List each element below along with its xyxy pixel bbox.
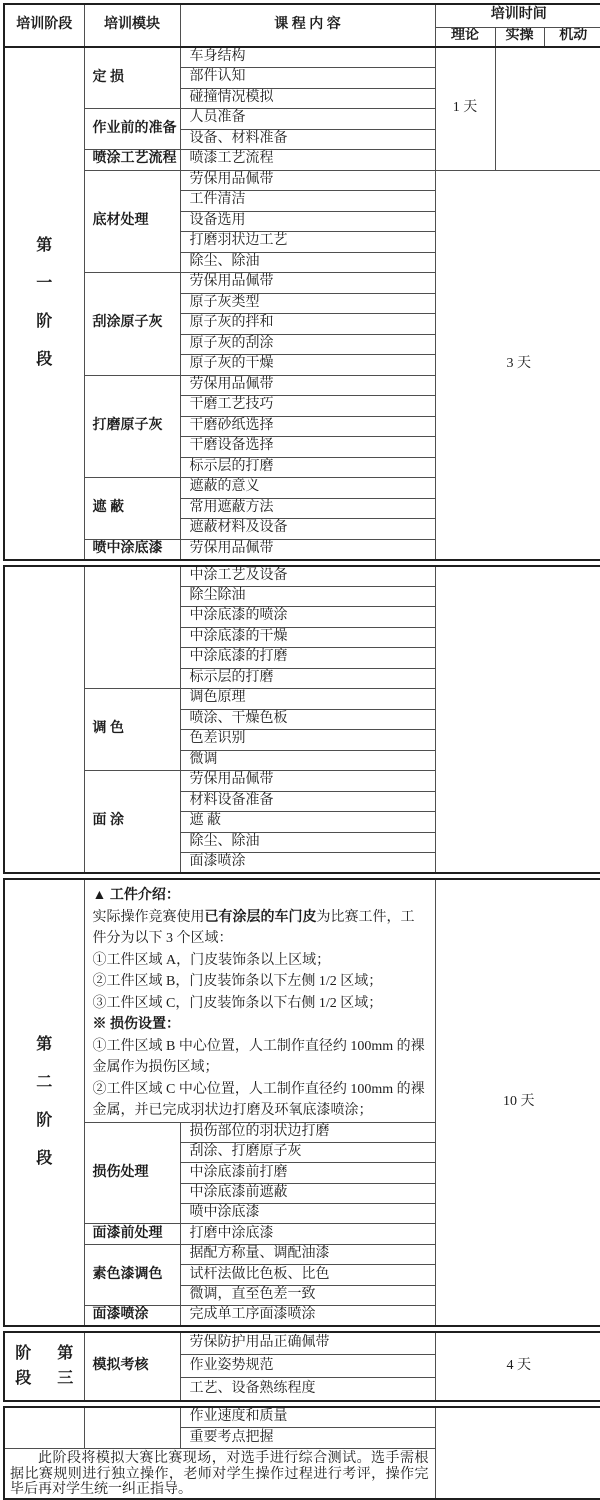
summary-note-cell: 此阶段将模拟大赛比赛现场，对选手进行综合测试。选手需根据比赛规则进行独立操作，老师对学生操作过程进行考评，操作完毕后再对学生统一纠正指导。 xyxy=(4,1449,435,1499)
course-cell: 刮涂、打磨原子灰 xyxy=(180,1142,435,1162)
course-cell: 作业速度和质量 xyxy=(180,1407,435,1428)
course-cell: 除尘、除油 xyxy=(180,252,435,273)
stage-cell xyxy=(4,47,84,560)
intro-text-segment: ①工件区域 A，门皮装饰条以上区域； xyxy=(92,952,331,968)
stage-label-char: 段 xyxy=(15,1369,32,1387)
intro-text-segment: ②工件区域 C 中心位置，人工制作直径约 100mm 的裸金属，并已完成羽状边打磨及环氧底漆喷涂； xyxy=(92,1081,425,1118)
workpiece-intro-block xyxy=(84,879,435,1122)
course-cell: 车身结构 xyxy=(180,47,435,68)
course-cell: 遮蔽的意义 xyxy=(180,478,435,499)
intro-text-segment: ▲ 工件介绍： xyxy=(92,888,180,903)
module-cell xyxy=(84,566,180,689)
time-cell xyxy=(495,47,600,170)
time-cell: 10 天 xyxy=(435,879,600,1326)
stage-label-char: 段 xyxy=(36,1150,53,1168)
course-cell: 劳保用品佩带 xyxy=(180,771,435,792)
stage-label-char: 段 xyxy=(36,351,53,369)
module-cell: 面 涂 xyxy=(84,771,180,874)
module-cell: 调 色 xyxy=(84,689,180,771)
module-cell: 面漆前处理 xyxy=(84,1224,180,1244)
module-cell: 模拟考核 xyxy=(84,1332,180,1401)
course-cell: 材料设备准备 xyxy=(180,791,435,812)
module-cell: 刮涂原子灰 xyxy=(84,273,180,376)
course-cell: 作业姿势规范 xyxy=(180,1355,435,1378)
intro-line xyxy=(93,950,427,972)
intro-line xyxy=(93,1079,427,1122)
column-header-time: 培训时间 xyxy=(435,4,600,27)
intro-text-segment: ※ 损伤设置： xyxy=(92,1017,180,1032)
course-cell: 喷中涂底漆 xyxy=(180,1204,435,1224)
course-cell: 遮蔽材料及设备 xyxy=(180,519,435,540)
time-cell: 4 天 xyxy=(435,1332,600,1401)
course-cell: 除尘、除油 xyxy=(180,832,435,853)
course-cell: 干磨设备选择 xyxy=(180,437,435,458)
stage-label-char: 三 xyxy=(57,1369,74,1387)
stage-label-char: 阶 xyxy=(36,1112,53,1130)
course-cell: 中涂底漆的打磨 xyxy=(180,648,435,669)
module-cell: 面漆喷涂 xyxy=(84,1306,180,1326)
module-cell: 喷涂工艺流程 xyxy=(84,150,180,171)
stage-label xyxy=(5,1346,84,1387)
stage-label-char: 阶 xyxy=(36,313,53,331)
module-cell xyxy=(84,1407,180,1449)
course-cell: 部件认知 xyxy=(180,68,435,89)
module-cell: 定 损 xyxy=(84,47,180,109)
course-cell: 人员准备 xyxy=(180,109,435,130)
course-cell: 标示层的打磨 xyxy=(180,668,435,689)
course-cell: 调色原理 xyxy=(180,689,435,710)
intro-text-segment: 实际操作竞赛使用 xyxy=(92,909,205,925)
column-header-time-sub-1: 实操 xyxy=(495,27,544,47)
time-cell xyxy=(435,1407,600,1499)
course-cell: 损伤部位的羽状边打磨 xyxy=(180,1122,435,1142)
course-cell: 原子灰的干燥 xyxy=(180,355,435,376)
time-cell: 3 天 xyxy=(435,170,600,560)
course-cell: 重要考点把握 xyxy=(180,1428,435,1449)
course-cell: 原子灰的刮涂 xyxy=(180,334,435,355)
module-cell: 损伤处理 xyxy=(84,1122,180,1224)
stage-label-char: 第 xyxy=(36,1036,53,1054)
course-cell: 打磨中涂底漆 xyxy=(180,1224,435,1244)
column-header-stage: 培训阶段 xyxy=(4,4,84,47)
column-header-content: 课 程 内 容 xyxy=(180,4,435,47)
course-cell: 碰撞情况模拟 xyxy=(180,88,435,109)
module-cell: 底材处理 xyxy=(84,170,180,273)
intro-line xyxy=(93,885,427,907)
course-cell: 工艺、设备熟练程度 xyxy=(180,1378,435,1401)
stage-label-char: 二 xyxy=(36,1074,53,1092)
course-cell: 中涂底漆前打磨 xyxy=(180,1163,435,1183)
training-table-part-4 xyxy=(3,1331,600,1402)
course-cell: 喷涂、干燥色板 xyxy=(180,709,435,730)
stage-label xyxy=(5,238,84,368)
intro-text-segment: ①工件区域 B 中心位置，人工制作直径约 100mm 的裸金属作为损伤区域； xyxy=(92,1038,425,1075)
course-cell: 干磨工艺技巧 xyxy=(180,396,435,417)
course-cell: 工件清洁 xyxy=(180,191,435,212)
time-cell xyxy=(435,566,600,874)
stage-cell xyxy=(4,1407,84,1449)
course-cell: 设备选用 xyxy=(180,211,435,232)
intro-line xyxy=(93,1014,427,1036)
stage-label-char: 第 xyxy=(36,237,53,255)
course-cell: 中涂底漆的喷涂 xyxy=(180,607,435,628)
intro-line xyxy=(93,993,427,1015)
module-cell: 遮 蔽 xyxy=(84,478,180,540)
course-cell: 除尘除油 xyxy=(180,586,435,607)
course-cell: 据配方称量、调配油漆 xyxy=(180,1244,435,1264)
course-cell: 喷漆工艺流程 xyxy=(180,150,435,171)
course-cell: 劳保用品佩带 xyxy=(180,170,435,191)
intro-line xyxy=(93,1036,427,1079)
course-cell: 设备、材料准备 xyxy=(180,129,435,150)
column-header-module: 培训模块 xyxy=(84,4,180,47)
course-cell: 遮 蔽 xyxy=(180,812,435,833)
intro-text-segment: 已有涂层的车门皮 xyxy=(204,909,317,925)
course-cell: 常用遮蔽方法 xyxy=(180,498,435,519)
stage-cell xyxy=(4,1332,84,1401)
stage-label-char: 第 xyxy=(57,1344,74,1362)
column-header-time-sub-0: 理论 xyxy=(435,27,495,47)
course-cell: 中涂底漆前遮蔽 xyxy=(180,1183,435,1203)
stage-cell xyxy=(4,879,84,1326)
course-cell: 试杆法做比色板、比色 xyxy=(180,1265,435,1285)
intro-text-segment: 为比赛工件，工件分为以下 3 个区域： xyxy=(92,909,415,946)
module-cell: 喷中涂底漆 xyxy=(84,539,180,560)
course-cell: 干磨砂纸选择 xyxy=(180,416,435,437)
course-cell: 面漆喷涂 xyxy=(180,853,435,874)
intro-text-segment: ②工件区域 B，门皮装饰条以下左侧 1/2 区域； xyxy=(92,974,383,989)
training-table-part-2 xyxy=(3,565,600,875)
stage-cell xyxy=(4,566,84,874)
course-cell: 中涂工艺及设备 xyxy=(180,566,435,587)
intro-line xyxy=(93,971,427,993)
column-header-time-sub-2: 机动 xyxy=(544,27,600,47)
training-table-part-3 xyxy=(3,878,600,1327)
course-cell: 打磨羽状边工艺 xyxy=(180,232,435,253)
training-table-part-1 xyxy=(3,3,600,561)
course-cell: 原子灰的拌和 xyxy=(180,314,435,335)
module-cell: 作业前的准备 xyxy=(84,109,180,150)
course-cell: 色差识别 xyxy=(180,730,435,751)
course-cell: 原子灰类型 xyxy=(180,293,435,314)
course-cell: 完成单工序面漆喷涂 xyxy=(180,1306,435,1326)
training-table-part-5 xyxy=(3,1406,600,1500)
course-cell: 微调 xyxy=(180,750,435,771)
stage-label-char: 一 xyxy=(36,275,53,293)
course-cell: 劳保用品佩带 xyxy=(180,375,435,396)
course-cell: 标示层的打磨 xyxy=(180,457,435,478)
stage-label-char: 阶 xyxy=(15,1344,32,1362)
time-cell: 1 天 xyxy=(435,47,495,170)
course-cell: 微调，直至色差一致 xyxy=(180,1285,435,1305)
course-cell: 劳保用品佩带 xyxy=(180,273,435,294)
course-cell: 中涂底漆的干燥 xyxy=(180,627,435,648)
course-cell: 劳保防护用品正确佩带 xyxy=(180,1332,435,1355)
module-cell: 打磨原子灰 xyxy=(84,375,180,478)
course-cell: 劳保用品佩带 xyxy=(180,539,435,560)
intro-line xyxy=(93,907,427,950)
module-cell: 素色漆调色 xyxy=(84,1244,180,1305)
intro-text-segment: ③工件区域 C，门皮装饰条以下右侧 1/2 区域； xyxy=(92,995,383,1011)
stage-label xyxy=(5,1037,84,1167)
